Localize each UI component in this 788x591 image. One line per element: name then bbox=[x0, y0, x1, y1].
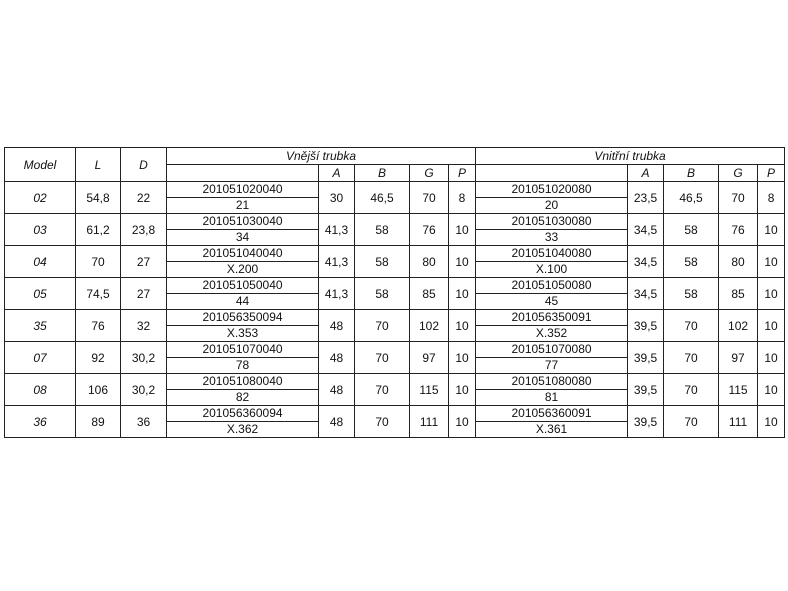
outer-code-number: 201051070040 bbox=[167, 342, 318, 358]
header-inner-a: A bbox=[628, 165, 664, 182]
outer-code-number: 201051020040 bbox=[167, 182, 318, 198]
cell-inner-b: 46,5 bbox=[664, 182, 719, 214]
outer-code-sub: 44 bbox=[235, 294, 250, 308]
cell-inner-g: 115 bbox=[719, 374, 758, 406]
header-outer-p: P bbox=[449, 165, 476, 182]
inner-code-number: 201051070080 bbox=[476, 342, 627, 358]
cell-outer-p: 10 bbox=[449, 310, 476, 342]
cell-d: 36 bbox=[121, 406, 167, 438]
inner-code-sub: 81 bbox=[544, 390, 559, 404]
outer-code-number: 201056360094 bbox=[167, 406, 318, 422]
outer-code-number: 201051080040 bbox=[167, 374, 318, 390]
cell-model: 03 bbox=[5, 214, 76, 246]
cell-model: 05 bbox=[5, 278, 76, 310]
cell-outer-code bbox=[167, 214, 319, 246]
inner-code-sub: 20 bbox=[544, 198, 559, 212]
cell-inner-p: 10 bbox=[758, 342, 785, 374]
cell-inner-g: 80 bbox=[719, 246, 758, 278]
cell-outer-b: 70 bbox=[355, 406, 410, 438]
inner-code-number: 201051030080 bbox=[476, 214, 627, 230]
outer-code-sub: X.353 bbox=[226, 326, 259, 340]
inner-code-sub: X.352 bbox=[535, 326, 568, 340]
cell-inner-code bbox=[476, 246, 628, 278]
inner-code-number: 201056350091 bbox=[476, 310, 627, 326]
outer-code-sub: 78 bbox=[235, 358, 250, 372]
cell-inner-g: 76 bbox=[719, 214, 758, 246]
cell-inner-p: 10 bbox=[758, 374, 785, 406]
cell-outer-b: 70 bbox=[355, 310, 410, 342]
cell-outer-p: 8 bbox=[449, 182, 476, 214]
header-inner-tube: Vnitřní trubka bbox=[476, 148, 785, 165]
table-row bbox=[5, 246, 785, 278]
cell-inner-b: 70 bbox=[664, 310, 719, 342]
cell-inner-g: 85 bbox=[719, 278, 758, 310]
cell-inner-a: 23,5 bbox=[628, 182, 664, 214]
spec-table bbox=[4, 147, 785, 438]
cell-outer-b: 70 bbox=[355, 374, 410, 406]
header-inner-code bbox=[476, 165, 628, 182]
cell-inner-a: 39,5 bbox=[628, 310, 664, 342]
cell-outer-a: 41,3 bbox=[319, 214, 355, 246]
outer-code-sub: X.362 bbox=[226, 422, 259, 436]
cell-l: 89 bbox=[76, 406, 121, 438]
outer-code-number: 201056350094 bbox=[167, 310, 318, 326]
header-inner-b: B bbox=[664, 165, 719, 182]
cell-d: 22 bbox=[121, 182, 167, 214]
cell-outer-g: 76 bbox=[410, 214, 449, 246]
cell-inner-b: 70 bbox=[664, 406, 719, 438]
cell-d: 27 bbox=[121, 246, 167, 278]
inner-code-sub: X.100 bbox=[535, 262, 568, 276]
outer-code-sub: 82 bbox=[235, 390, 250, 404]
cell-model: 35 bbox=[5, 310, 76, 342]
cell-inner-a: 39,5 bbox=[628, 406, 664, 438]
cell-inner-p: 10 bbox=[758, 278, 785, 310]
cell-outer-b: 46,5 bbox=[355, 182, 410, 214]
cell-outer-code bbox=[167, 310, 319, 342]
cell-inner-p: 10 bbox=[758, 406, 785, 438]
header-outer-code bbox=[167, 165, 319, 182]
outer-code-sub: 21 bbox=[235, 198, 250, 212]
header-inner-g: G bbox=[719, 165, 758, 182]
table-row bbox=[5, 182, 785, 214]
cell-inner-p: 10 bbox=[758, 214, 785, 246]
table-row bbox=[5, 310, 785, 342]
cell-inner-code bbox=[476, 214, 628, 246]
cell-inner-b: 58 bbox=[664, 278, 719, 310]
outer-code-sub: 34 bbox=[235, 230, 250, 244]
header-inner-p: P bbox=[758, 165, 785, 182]
header-model: Model bbox=[5, 148, 76, 182]
inner-code-sub: X.361 bbox=[535, 422, 568, 436]
cell-inner-code bbox=[476, 310, 628, 342]
cell-inner-code bbox=[476, 342, 628, 374]
cell-inner-g: 111 bbox=[719, 406, 758, 438]
cell-l: 76 bbox=[76, 310, 121, 342]
cell-outer-g: 80 bbox=[410, 246, 449, 278]
inner-code-number: 201051050080 bbox=[476, 278, 627, 294]
cell-outer-a: 48 bbox=[319, 342, 355, 374]
cell-model: 07 bbox=[5, 342, 76, 374]
cell-model: 08 bbox=[5, 374, 76, 406]
inner-code-number: 201051080080 bbox=[476, 374, 627, 390]
cell-outer-a: 48 bbox=[319, 310, 355, 342]
cell-outer-a: 41,3 bbox=[319, 246, 355, 278]
cell-outer-p: 10 bbox=[449, 374, 476, 406]
cell-outer-code bbox=[167, 342, 319, 374]
cell-l: 61,2 bbox=[76, 214, 121, 246]
cell-outer-code bbox=[167, 406, 319, 438]
table-row bbox=[5, 214, 785, 246]
cell-outer-b: 70 bbox=[355, 342, 410, 374]
inner-code-sub: 45 bbox=[544, 294, 559, 308]
cell-d: 27 bbox=[121, 278, 167, 310]
header-row-top bbox=[5, 148, 785, 165]
header-d: D bbox=[121, 148, 167, 182]
cell-inner-b: 58 bbox=[664, 246, 719, 278]
header-l: L bbox=[76, 148, 121, 182]
cell-inner-g: 102 bbox=[719, 310, 758, 342]
cell-inner-p: 10 bbox=[758, 246, 785, 278]
header-outer-b: B bbox=[355, 165, 410, 182]
cell-inner-code bbox=[476, 374, 628, 406]
cell-outer-p: 10 bbox=[449, 214, 476, 246]
cell-d: 23,8 bbox=[121, 214, 167, 246]
inner-code-number: 201056360091 bbox=[476, 406, 627, 422]
cell-outer-a: 48 bbox=[319, 406, 355, 438]
header-outer-g: G bbox=[410, 165, 449, 182]
cell-outer-p: 10 bbox=[449, 342, 476, 374]
cell-outer-code bbox=[167, 182, 319, 214]
cell-inner-g: 70 bbox=[719, 182, 758, 214]
table-row bbox=[5, 342, 785, 374]
cell-outer-b: 58 bbox=[355, 246, 410, 278]
cell-l: 92 bbox=[76, 342, 121, 374]
cell-outer-g: 85 bbox=[410, 278, 449, 310]
cell-inner-b: 70 bbox=[664, 342, 719, 374]
cell-outer-g: 111 bbox=[410, 406, 449, 438]
cell-inner-a: 39,5 bbox=[628, 374, 664, 406]
table-row bbox=[5, 406, 785, 438]
cell-l: 70 bbox=[76, 246, 121, 278]
outer-code-number: 201051040040 bbox=[167, 246, 318, 262]
cell-inner-a: 34,5 bbox=[628, 246, 664, 278]
table-body bbox=[5, 182, 785, 438]
cell-outer-a: 30 bbox=[319, 182, 355, 214]
cell-outer-code bbox=[167, 374, 319, 406]
cell-inner-g: 97 bbox=[719, 342, 758, 374]
cell-model: 04 bbox=[5, 246, 76, 278]
outer-code-number: 201051030040 bbox=[167, 214, 318, 230]
cell-outer-g: 97 bbox=[410, 342, 449, 374]
header-outer-a: A bbox=[319, 165, 355, 182]
cell-d: 30,2 bbox=[121, 342, 167, 374]
cell-inner-p: 8 bbox=[758, 182, 785, 214]
inner-code-number: 201051020080 bbox=[476, 182, 627, 198]
cell-outer-a: 41,3 bbox=[319, 278, 355, 310]
outer-code-number: 201051050040 bbox=[167, 278, 318, 294]
cell-inner-a: 34,5 bbox=[628, 278, 664, 310]
cell-inner-a: 39,5 bbox=[628, 342, 664, 374]
cell-l: 74,5 bbox=[76, 278, 121, 310]
cell-outer-p: 10 bbox=[449, 278, 476, 310]
cell-outer-code bbox=[167, 278, 319, 310]
cell-inner-b: 70 bbox=[664, 374, 719, 406]
cell-outer-g: 102 bbox=[410, 310, 449, 342]
cell-model: 36 bbox=[5, 406, 76, 438]
cell-outer-b: 58 bbox=[355, 278, 410, 310]
cell-outer-g: 70 bbox=[410, 182, 449, 214]
cell-outer-code bbox=[167, 246, 319, 278]
cell-outer-a: 48 bbox=[319, 374, 355, 406]
inner-code-sub: 33 bbox=[544, 230, 559, 244]
table-row bbox=[5, 278, 785, 310]
outer-code-sub: X.200 bbox=[226, 262, 259, 276]
cell-outer-b: 58 bbox=[355, 214, 410, 246]
cell-d: 32 bbox=[121, 310, 167, 342]
inner-code-number: 201051040080 bbox=[476, 246, 627, 262]
cell-inner-b: 58 bbox=[664, 214, 719, 246]
cell-outer-p: 10 bbox=[449, 406, 476, 438]
cell-model: 02 bbox=[5, 182, 76, 214]
cell-outer-p: 10 bbox=[449, 246, 476, 278]
cell-l: 54,8 bbox=[76, 182, 121, 214]
cell-l: 106 bbox=[76, 374, 121, 406]
inner-code-sub: 77 bbox=[544, 358, 559, 372]
cell-outer-g: 115 bbox=[410, 374, 449, 406]
header-outer-tube: Vnější trubka bbox=[167, 148, 476, 165]
cell-inner-code bbox=[476, 182, 628, 214]
cell-inner-code bbox=[476, 278, 628, 310]
cell-inner-code bbox=[476, 406, 628, 438]
cell-inner-p: 10 bbox=[758, 310, 785, 342]
cell-d: 30,2 bbox=[121, 374, 167, 406]
table-row bbox=[5, 374, 785, 406]
cell-inner-a: 34,5 bbox=[628, 214, 664, 246]
